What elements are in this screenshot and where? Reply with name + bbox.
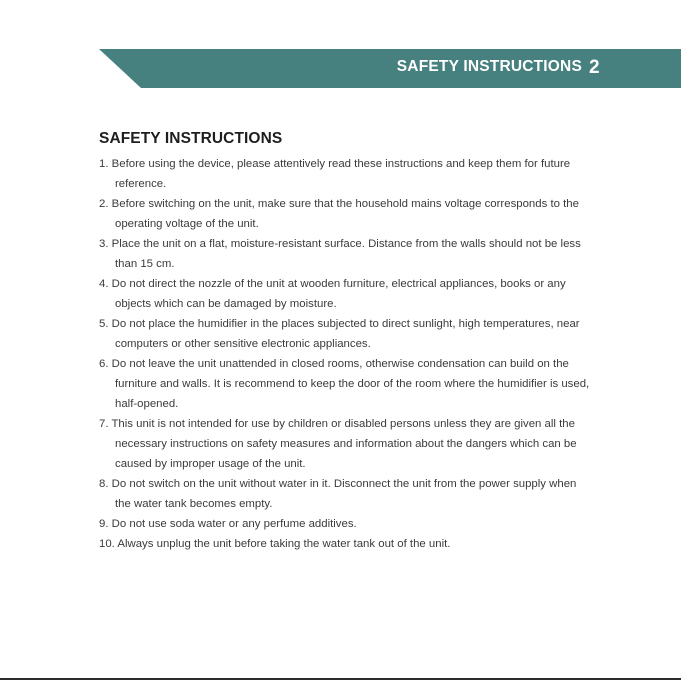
instruction-item-10: 10. Always unplug the unit before taking the water tank out of the unit. <box>99 538 451 550</box>
instruction-item-8: 8. Do not switch on the unit without water in it. Disconnect the unit from the power supply when the water tank becomes empty. <box>99 478 577 510</box>
header-band-shape <box>0 0 681 100</box>
instruction-item-2: 2. Before switching on the unit, make sure that the household mains voltage corresponds to the operating voltage of the unit. <box>99 198 579 230</box>
instruction-item-1: 1. Before using the device, please attentively read these instructions and keep them for future reference. <box>99 158 571 190</box>
header-band <box>0 0 681 100</box>
instruction-item-3: 3. Place the unit on a flat, moisture-resistant surface. Distance from the walls should not be less than 15 cm. <box>99 238 581 270</box>
instruction-item-6: 6. Do not leave the unit unattended in closed rooms, otherwise condensation can build on the furniture and walls. It is recommend to keep the door of the room where the humidifier is used, half-opened. <box>99 358 590 410</box>
instruction-item-9: 9. Do not use soda water or any perfume additives. <box>99 518 357 530</box>
bottom-rule <box>0 678 681 680</box>
instruction-item-7: 7. This unit is not intended for use by children or disabled persons unless they are given all the necessary instructions on safety measures and information about the dangers which can be caused by improper usage of the unit. <box>99 418 577 470</box>
header-title: SAFETY INSTRUCTIONS <box>396 58 582 75</box>
section-heading: SAFETY INSTRUCTIONS <box>99 130 283 147</box>
instruction-item-4: 4. Do not direct the nozzle of the unit at wooden furniture, electrical appliances, books or any objects which can be damaged by moisture. <box>99 278 566 310</box>
page-number: 2 <box>589 57 600 78</box>
instruction-item-5: 5. Do not place the humidifier in the places subjected to direct sunlight, high temperatures, near computers or other sensitive electronic appliances. <box>99 318 580 350</box>
